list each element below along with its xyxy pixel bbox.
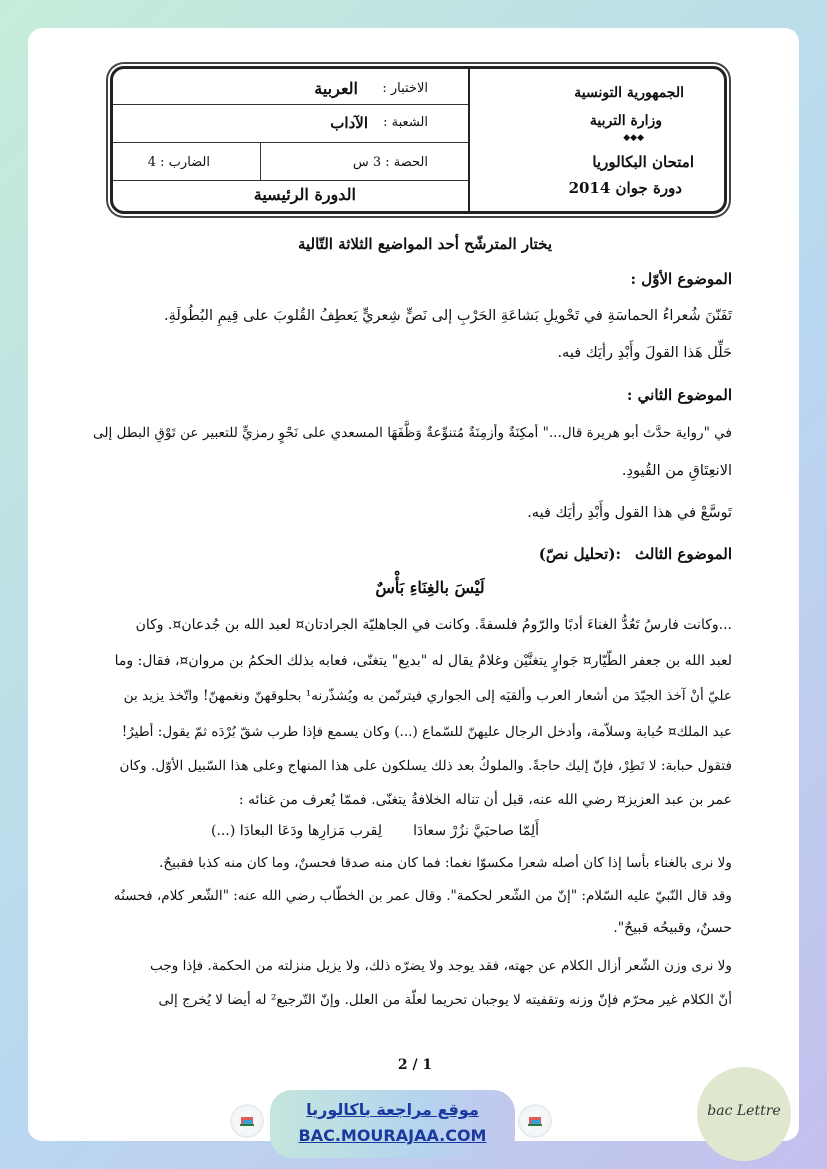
text-line-6: عمر بن عبد العزيز¤ رضي الله عنه، قبل أن تناله الخلافةُ يتغنّى. فممّا يُعرف من غنائه :: [238, 792, 732, 808]
duration-row: [113, 143, 468, 181]
ornament-icon: ◆◆◆: [623, 133, 644, 143]
topic2-line2: الانعِتَاقِ من القُيودِ.: [621, 463, 732, 479]
topic2-heading: الموضوع الثاني :: [626, 386, 732, 404]
text-line-4: عبد الملك¤ حُبابة وسلاّمة، وأدخل الرجال عليهنّ للسّماع (...) وكان يسمع فإذا طرب شقّ بُرْدَه ثمّ يقول: أطيرُ!: [121, 724, 732, 740]
exam-header-box: [110, 66, 727, 214]
site-logo-icon-right: [520, 1106, 550, 1136]
header-right-panel: [468, 69, 724, 211]
coefficient-label: الضارب : 4: [147, 155, 210, 170]
badge-text: bac Lettre: [707, 1103, 781, 1119]
exam-title: امتحان البكالوريا: [592, 153, 694, 171]
topic3-heading: الموضوع الثالث: [635, 545, 732, 563]
text-line-9: حسنٌ، وقبيحُه قبيحٌ".: [613, 920, 732, 936]
main-session-label: الدورة الرئيسية: [253, 185, 356, 204]
test-subject: العربية: [314, 79, 358, 98]
text-line-1: ...وكانت فارسُ تَعُدُّ الغناءَ أدبًا والرّومُ فلسفةً. وكانت في الجاهليّة الجرادتان¤ لعبد الله بن جُدعان¤. وكان: [135, 617, 732, 633]
topic2-line3: تَوسَّعْ في هذا القول وأَبْدِ رأيَك فيه.: [527, 505, 732, 521]
text-title: لَيْسَ بالغِنَاءِ بَأْسٌ: [375, 578, 485, 597]
verse-first-hemistich: أَلِمّا صاحبَيَّ نزُرْ سعادَا: [413, 823, 539, 839]
verse-second-hemistich: لِقرب مَزارِها ودَعَا البعادَا (...): [211, 823, 382, 839]
bac-lettre-badge: [697, 1067, 791, 1161]
session-date: دورة جوان 2014: [568, 179, 682, 197]
branch-value: الآداب: [330, 114, 368, 132]
text-line-10: ولا نرى وزن الشّعر أزال الكلام عن جهته، فقد يوجد ولا يضرّه ذلك، ولا يزيل منزلته من الحكمة. فإذا وجب: [150, 958, 732, 974]
republic-label: الجمهورية التونسية: [574, 85, 684, 101]
text-line-11: أنّ الكلام غير محرّم فإنّ وزنه وتقفيته لا يوجبان تحريما لعلّة من العلل. وإنّ التّرجيع² له أيضا لا يُخرج إلى: [158, 992, 732, 1008]
topic1-line2: حَلِّل هَذا القولَ وأَبْدِ رأيَك فيه.: [557, 345, 732, 361]
topic3-subheading: :(تحليل نصّ): [538, 545, 621, 563]
instruction-text: يختار المترشّح أحد المواضيع الثلاثة التّالية: [297, 235, 553, 253]
site-banner[interactable]: [270, 1090, 515, 1158]
test-row: [113, 69, 468, 105]
test-label: الاختبار :: [382, 81, 428, 96]
cell-divider: [260, 143, 261, 180]
text-line-7: ولا نرى بالغناء بأسا إذا كان أصله شعرا مكسوّا نغما: فما كان منه صدقا فحسنٌ، وما كان منه كذبا فقبيحٌ.: [159, 855, 732, 871]
text-line-3: عليّ أنْ آخذ الجيّدَ من أشعار العرب وألقيَه إلى الجواري فيترنّمن به ويُشذّرنه¹ بحلوقهنّ ونغمهنّ! واتّخذ يزيد بن: [123, 688, 732, 704]
branch-row: [113, 105, 468, 143]
site-logo-icon: [232, 1106, 262, 1136]
page-number: 2 / 1: [397, 1057, 433, 1073]
header-left-panel: [113, 69, 468, 211]
ministry-label: وزارة التربية: [589, 113, 662, 129]
branch-label: الشعبة :: [383, 115, 428, 130]
text-line-8: وقد قال النّبيّ عليه السّلام: "إنّ من الشّعر لحكمة". وقال عمر بن الخطّاب رضي الله عنه: "الشّعر كلام، فحسنُه: [113, 888, 732, 904]
text-line-2: لعبد الله بن جعفر الطّيّار¤ جَوارٍ يتغنَّيْن وغلامٌ يقال له "بديع" يتغنّى، فعابه بذلك الحكمُ بن مروان¤، فقال: وما: [114, 653, 732, 669]
banner-arabic-text[interactable]: موقع مراجعة باكالوريا: [306, 1100, 479, 1119]
topic1-heading: الموضوع الأوّل :: [630, 270, 732, 288]
topic2-line1: في "رواية حدَّث أبو هريرة قال..." أمكِنَةٌ وأزمِنَةٌ مُتنوِّعةٌ وَظَّفَهَا المسعدي على نَحْوٍ رمزيٍّ للتعبير عن تَوْقِ البطل إلى: [93, 425, 732, 441]
topic1-line1: تَفَنّنَ شُعراءُ الحماسَةِ في تَحْويلِ بَشاعَةِ الحَرْبِ إلى نَصٍّ شِعريٍّ يَعطِفُ القُلوبَ على قِيمِ البُطُولَةِ.: [163, 308, 732, 324]
banner-url[interactable]: BAC.MOURAJAA.COM: [298, 1126, 487, 1145]
text-line-5: فتقول حبابة: لا تَطِرْ، فإنّ إليك حاجةً. والملوكُ بعد ذلك يسلكون على هذا المنهاج وعلى هذا السّبيل الأوّل. وكان: [119, 758, 732, 774]
duration-label: الحصة : 3 س: [352, 155, 428, 170]
